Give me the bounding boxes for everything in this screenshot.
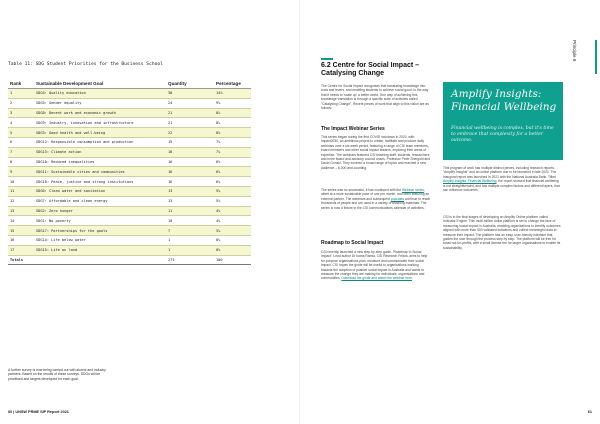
table-row [8, 177, 251, 187]
cell-rank: 9 [8, 167, 34, 177]
callout-title: Amplify Insights: Financial Wellbeing [451, 88, 557, 113]
total-blank [34, 255, 166, 265]
cell-quantity: 16 [166, 157, 214, 167]
cell-percentage: 5% [214, 186, 251, 196]
table-row [8, 137, 251, 147]
section-accent-bar [321, 58, 333, 60]
total-percentage: 100 [214, 255, 251, 265]
cell-percentage: 7% [214, 137, 251, 147]
cell-goal: SDG1: No poverty [34, 216, 166, 226]
cell-percentage: 6% [214, 157, 251, 167]
table-total-row [8, 255, 251, 265]
cell-rank: 7 [8, 147, 34, 157]
cell-percentage: 8% [214, 108, 251, 118]
cell-rank: 12 [8, 196, 34, 206]
table-row [8, 98, 251, 108]
cell-percentage: 4% [214, 216, 251, 226]
cell-percentage: 6% [214, 167, 251, 177]
cell-quantity: 24 [166, 98, 214, 108]
total-label: Totals [8, 255, 34, 265]
cell-rank: 13 [8, 206, 34, 216]
cell-percentage: 0% [214, 245, 251, 255]
cell-rank: 2 [8, 98, 34, 108]
header-percentage: Percentage [214, 78, 251, 89]
cell-rank: 15 [8, 226, 34, 236]
cell-rank: 3 [8, 108, 34, 118]
cell-percentage: 7% [214, 147, 251, 157]
cell-quantity: 18 [166, 147, 214, 157]
amplify-insights-callout [443, 82, 563, 160]
cell-goal: SDG11: Sustainable cities and communities [34, 167, 166, 177]
cell-quantity: 10 [166, 216, 214, 226]
cell-goal: SDG13: Climate action [34, 147, 166, 157]
cell-percentage: 6% [214, 177, 251, 187]
roadmap-paragraph [321, 250, 431, 281]
cell-quantity: 7 [166, 226, 214, 236]
principle-tab-accent [595, 40, 597, 74]
impact-text-c: continue to reach thousands of people and are used in a variety of teaching materials. The series is now a fixture in the CSI communications calendar of activities. [321, 196, 431, 210]
impact-text-a: The series was so successful, it has continued with the [321, 188, 402, 192]
cell-percentage: 5% [214, 196, 251, 206]
section-title: 6.2 Centre for Social Impact – Catalysing Change [321, 62, 420, 78]
table-row [8, 128, 251, 138]
cell-goal: SDG9: Industry, innovation and infrastructure [34, 118, 166, 128]
cell-percentage: 9% [214, 98, 251, 108]
cell-rank: 14 [8, 216, 34, 226]
table-title: Table 11: SDG Student Priorities for the Business School [8, 62, 163, 67]
principle-tab-label: Principle 6 [572, 40, 577, 62]
cell-quantity: 16 [166, 177, 214, 187]
cell-goal: SDG17: Partnerships for the goals [34, 226, 166, 236]
amplify-paragraph-2: CSI is in the final stages of developing an Amplify Online platform called Indicator Engine. This multi-million dollar platform is set to change the face of measuring social impact in Australia, enabling organisations to identify outcomes aligned with more than 500 validated indicators and collect meaningful data to measure their impact. The platform has an easy, user-friendly interface that guides the user through the process step by step. The platform will be free for small not-for-profits, with a small license fee for larger organisations to enable its sustainability. [443, 215, 561, 250]
table-row [8, 108, 251, 118]
intro-paragraph: The Centre for Social Impact recognises that translating knowledge into tools and levers, and enabling students to achieve social good, is the way that it needs to 'scale up' a better world. One way of achieving this knowledge translation is through a specific suite of activities called "Catalysing Change". Recent pieces of work that align to this vision are as follows: [321, 84, 429, 111]
right-page [300, 0, 600, 424]
amplify-text-b: , the report showed that financial wellbeing is not straightforward, and has multiple complex factors and different layers, that can influence outcomes. [443, 179, 560, 193]
table-row [8, 118, 251, 128]
cell-percentage: 3% [214, 226, 251, 236]
amplify-text-a: This program of work has multiple distinct pieces, including research reports, "Amplify Insights" and an online platform due to be launched in late 2021. The inaugural report was launched in 2021 with the National Australia Bank. Titled [443, 166, 557, 179]
cell-goal: SDG12: Responsible consumption and production [34, 137, 166, 147]
cell-percentage: 8% [214, 128, 251, 138]
cell-rank: 6 [8, 137, 34, 147]
cell-quantity: 21 [166, 118, 214, 128]
cell-quantity: 13 [166, 196, 214, 206]
cell-rank: 8 [8, 157, 34, 167]
cell-goal: SDG7: Affordable and clean energy [34, 196, 166, 206]
cell-percentage: 8% [214, 118, 251, 128]
cell-goal: SDG8: Decent work and economic growth [34, 108, 166, 118]
callout-subtitle: Financial wellbeing is complex, but it's time to embrace that complexity for a better outcome. [451, 126, 554, 143]
table-body [8, 89, 251, 265]
cell-goal: SDG4: Quality education [34, 89, 166, 99]
cell-goal: SDG3: Good health and well-being [34, 128, 166, 138]
table-row [8, 196, 251, 206]
cell-percentage: 4% [214, 206, 251, 216]
header-goal: Sustainable Development Goal [34, 78, 166, 89]
cell-goal: SDG15: Life on land [34, 245, 166, 255]
amplify-report-link[interactable]: Amplify Insights: Financial Wellbeing [443, 179, 497, 184]
table-row [8, 89, 251, 99]
header-quantity: Quantity [166, 78, 214, 89]
cell-goal: SDG16: Peace, justice and strong institutions [34, 177, 166, 187]
impact-text-b: , albeit at a more sustainable pace of one per month, and often featuring an external partner. The webinars and subsequent [321, 188, 430, 201]
table-row [8, 245, 251, 255]
table-row [8, 167, 251, 177]
roadmap-download-link[interactable]: Download the guide and watch the webinar here [341, 276, 412, 281]
table-row [8, 186, 251, 196]
cell-rank: 11 [8, 186, 34, 196]
survey-note: A further survey is now being carried out with alumni and industry partners. Based on the results of these surveys, SDGs will be prioritised and targets developed for each goal. [8, 368, 106, 381]
cell-percentage: 14% [214, 89, 251, 99]
page-footer-left: 60 | UNSW PRME SIP Report 2021 [8, 410, 69, 414]
cell-rank: 4 [8, 118, 34, 128]
cell-goal: SDG2: Zero hunger [34, 206, 166, 216]
roadmap-end: . [411, 276, 413, 281]
table-row [8, 147, 251, 157]
sdg-priorities-table [8, 78, 251, 265]
cell-quantity: 38 [166, 89, 214, 99]
page-footer-right: 61 [587, 410, 592, 414]
cell-goal: SDG5: Gender equality [34, 98, 166, 108]
table-row [8, 206, 251, 216]
cell-quantity: 21 [166, 108, 214, 118]
webinar-series-link[interactable]: Webinar series [402, 188, 424, 192]
cell-percentage: 0% [214, 235, 251, 245]
impact-paragraph-2 [321, 188, 431, 210]
cell-quantity: 1 [166, 245, 214, 255]
cell-goal: SDG14: Life below water [34, 235, 166, 245]
cell-quantity: 16 [166, 167, 214, 177]
roadmap-heading: Roadmap to Social Impact [321, 240, 384, 246]
table-row [8, 226, 251, 236]
table-row [8, 216, 251, 226]
cell-rank: 17 [8, 245, 34, 255]
impact-paragraph-1: This series began during the first COVID lockdown in 2020, with impact2030, an ambitious project to create, facilitate and produce daily webinars over a six-week period, featuring a range of CSI team members, board members and other social impact leaders, exploring their areas of expertise. The webinars featured CSI teaching staff, students, researchers and more board and advisory council chairs. Professor Peter Shergold and David Gonski. They covered a broad range of topics and reached a new audience – 6,000 and counting. [321, 135, 431, 170]
cell-quantity: 1 [166, 235, 214, 245]
cell-quantity: 22 [166, 128, 214, 138]
roadmap-text: CSI recently launched a new step-by-step guide, 'Roadmap to Social Impact'. Lead author Dr Ioana Ramia, CSI Research Fellow, aims to help for-purpose organisations plan, measure and communicate their social impact. CSI hopes the guide will be useful to organisations working towards the adoption of positive social impact in Australia and wants to measure the change they are making for individuals, organisations and communities. [321, 250, 428, 281]
cell-quantity: 11 [166, 206, 214, 216]
amplify-paragraph-1 [443, 166, 561, 192]
total-quantity: 275 [166, 255, 214, 265]
cell-goal: SDG6: Clean water and sanitation [34, 186, 166, 196]
table-row [8, 235, 251, 245]
header-rank: Rank [8, 78, 34, 89]
cell-quantity: 13 [166, 186, 214, 196]
table-row [8, 157, 251, 167]
cell-rank: 1 [8, 89, 34, 99]
cell-rank: 10 [8, 177, 34, 187]
cell-goal: SDG10: Reduced inequalities [34, 157, 166, 167]
cell-rank: 5 [8, 128, 34, 138]
table-header-row [8, 78, 251, 89]
cell-quantity: 19 [166, 137, 214, 147]
impact-webinar-heading: The Impact Webinar Series [321, 126, 385, 132]
podcasts-link[interactable]: podcasts [390, 196, 404, 201]
cell-rank: 16 [8, 235, 34, 245]
